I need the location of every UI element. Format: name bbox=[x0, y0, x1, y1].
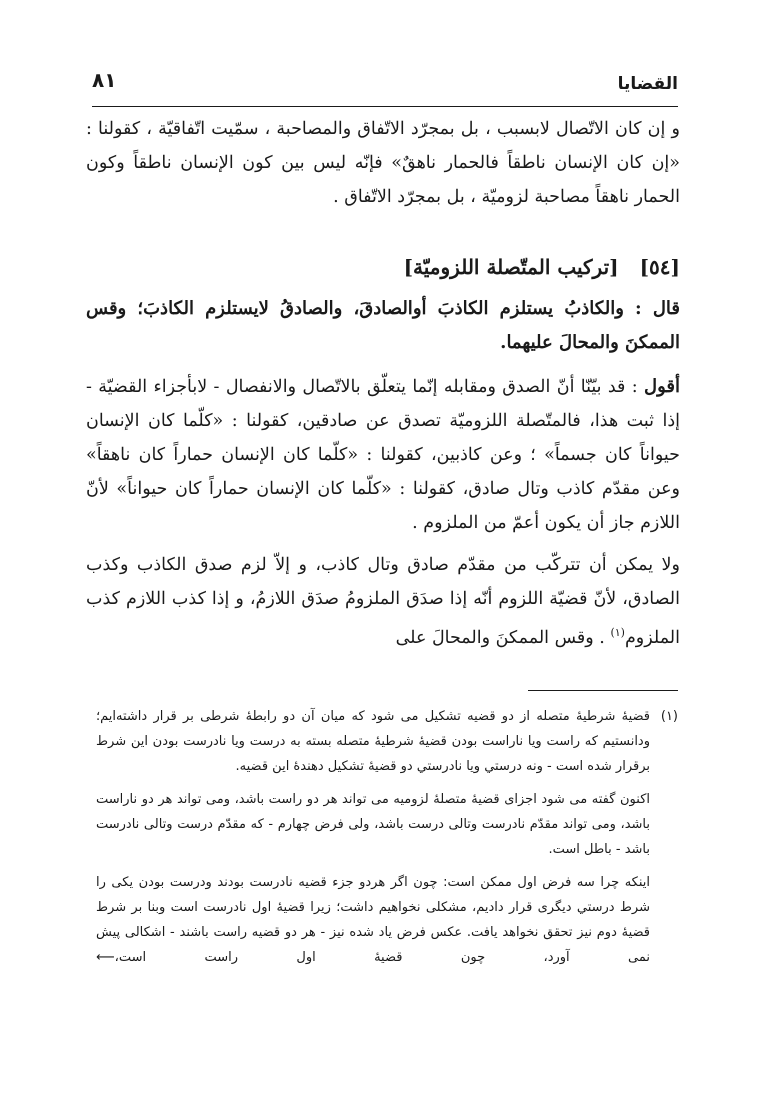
footnotes bbox=[96, 704, 678, 978]
section-heading bbox=[86, 250, 680, 284]
paragraph-tarkib-tail: . وقس الممكنَ والمحالَ على bbox=[395, 627, 605, 648]
footnote-1-text: قضيهٔ شرطيهٔ متصله از دو قضيه تشكيل مى شود كه ميان آن دو رابطهٔ شرطى بر قرار داشته‌ايم؛ ودانستيم كه راست ويا ناراست بودن قضيهٔ شرطيهٔ متصله بسته به درست ويا نادرست بودن اين شرط برقرار شده است - ونه درستي ويا نادرستي دو قضيهٔ تشكيل دهندهٔ اين قضيه. bbox=[96, 709, 650, 774]
page-number: ٨١ bbox=[92, 68, 117, 92]
running-title: القضايا bbox=[617, 74, 678, 94]
section-title: [تركيب المتّصلة اللزوميّة] bbox=[403, 255, 619, 279]
header-rule bbox=[92, 106, 678, 107]
footnote-1-paragraph-3 bbox=[96, 870, 678, 970]
footnote-1-paragraph-2: اكنون گفته مى شود اجزاى قضيهٔ متصلهٔ لزوميه مى تواند هر دو راست باشد، ومى تواند هر دو ناراست باشد، ومى تواند مقدّم نادرست وتالى درست باشد، ولى فرض چهارم - كه مقدّم درست وتالى نادرست باشد - باطل است. bbox=[96, 792, 650, 857]
footnote-reference[interactable]: (١) bbox=[610, 626, 625, 639]
paragraph-ittifaqiyya: و إن كان الاتّصال لابسبب ، بل بمجرّد الاتّفاق والمصاحبة ، سمّيت اتّفاقيّة ، كقولنا : «إن كان الإنسان ناطقاً فالحمار ناهقٌ» فإنّه ليس بين كون الإنسان ناطقاً وكون الحمار ناهقاً مصاحبة لزوميّة ، بل بمجرّد الاتّفاق . bbox=[86, 119, 680, 207]
main-text bbox=[86, 112, 680, 655]
qala-paragraph bbox=[86, 292, 680, 360]
footnote-number: (١) bbox=[660, 709, 678, 724]
running-header bbox=[92, 68, 678, 98]
qala-label: قال bbox=[652, 298, 680, 319]
aqul-label: أقول bbox=[644, 376, 680, 397]
footnote-1-paragraph-3-text: اينكه چرا سه فرض اول ممكن است: چون اگر هردو جزء قضيه نادرست بودند ودرست بودن يكى را شرط درستي ديگرى قرار داديم، مشكلى نخواهيم داشت؛ زيرا قضيهٔ اول نادرست است وبنا بر شرط قضيهٔ دوم نيز تحقق نخواهد يافت. عكس فرض ياد شده نيز - هر دو قضيه راست باشند - اشكالى پيش نمى آورد، چون قضيهٔ اول راست است، bbox=[96, 875, 650, 965]
footnote-1 bbox=[96, 704, 678, 779]
aqul-paragraph bbox=[86, 370, 680, 540]
footnote-separator bbox=[528, 690, 678, 691]
section-number: [٥٤] bbox=[639, 255, 680, 279]
paragraph-tarkib-text: ولا يمكن أن تتركّب من مقدّم صادق وتال كاذب، و إلاّ لزم صدق الكاذب وكذب الصادق، لأنّ قضيّة اللزوم أنّه إذا صدَق الملزومُ صدَق اللازمُ، و إذا كذب اللازم كذب الملزوم bbox=[86, 555, 680, 648]
aqul-text: : قد بيّنّا أنّ الصدق ومقابله إنّما يتعلّق بالاتّصال والانفصال - لابأجزاء القضيّة - إذا ثبت هذا، فالمتّصلة اللزوميّة تصدق عن صادقين، كقولنا : «كلّما كان الإنسان حيواناً كان جسماً» ؛ وعن كاذبين، كقولنا : «كلّما كان الإنسان حماراً كان ناهقاً» وعن مقدّم كاذب وتال صادق، كقولنا : «كلّما كان الإنسان حماراً كان حيواناً» لأنّ اللازم جاز أن يكون أعمّ من الملزوم . bbox=[86, 377, 680, 533]
paragraph-tarkib bbox=[86, 548, 680, 655]
qala-text: : والكاذبُ يستلزم الكاذبَ أوالصادقَ، والصادقُ لايستلزم الكاذبَ؛ وقس الممكنَ والمحالَ عليهما. bbox=[86, 298, 680, 353]
continuation-arrow-icon: ⟵ bbox=[96, 950, 115, 965]
